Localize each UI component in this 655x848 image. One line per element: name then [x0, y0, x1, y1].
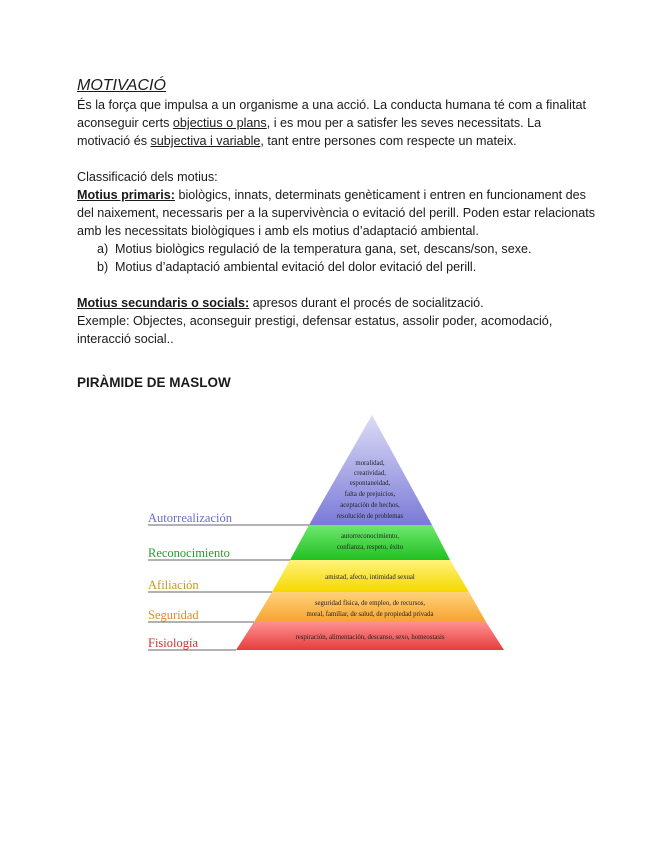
level-text: espontaneidad,	[349, 480, 391, 487]
level-text: confianza, respeto, éxito	[336, 544, 404, 551]
maslow-pyramid	[140, 410, 520, 660]
primary-text: biològics, innats, determinats genèticament i entren en funcionament des del naixement, necessaris per a la supervivència o evitació del perill. Poden estar relacionats amb les necessitats biològiques i amb els motius d’adaptació ambiental.	[77, 188, 596, 238]
level-text: creatividad,	[354, 470, 386, 477]
level-text: amistad, afecto, intimidad sexual	[325, 574, 415, 581]
list-marker: a)	[97, 242, 109, 256]
level-text: seguridad física, de empleo, de recursos,	[314, 600, 426, 607]
document-body	[77, 76, 597, 348]
level-text: falta de prejuicios,	[344, 491, 396, 498]
level-text: respiración, alimentación, descanso, sexo, homeostasis	[295, 634, 445, 641]
list-item	[77, 258, 597, 276]
list-text: Motius biològics regulació de la temperatura gana, set, descans/son, sexe.	[115, 242, 532, 256]
secondary-paragraph	[77, 294, 597, 312]
intro-text-1: És la força que impulsa a un organisme a una acció. La conducta humana té com a finalitat aconseguir certs	[77, 98, 586, 130]
intro-underline-2: subjectiva i variable	[150, 134, 261, 148]
primary-list	[77, 240, 597, 276]
list-marker: b)	[97, 260, 109, 274]
list-item	[77, 240, 597, 258]
secondary-label: Motius secundaris o socials:	[77, 296, 250, 310]
primary-paragraph	[77, 186, 597, 240]
level-label-afiliacion: Afiliación	[148, 578, 199, 592]
level-text: moral, familiar, de salud, de propiedad privada	[306, 611, 434, 618]
level-text: aceptación de hechos,	[340, 502, 400, 509]
intro-text-2: , i es mou per a satisfer les seves necessitats. La motivació és	[77, 116, 542, 148]
level-text: moralidad,	[355, 460, 385, 467]
level-label-seguridad: Seguridad	[148, 608, 199, 622]
classification-line: Classificació dels motius:	[77, 170, 218, 184]
intro-underline-1: objectius o plans	[172, 116, 267, 130]
intro-text-3: , tant entre persones com respecte un mateix.	[260, 134, 517, 148]
pyramid-heading: PIRÀMIDE DE MASLOW	[77, 375, 231, 390]
level-text: resolución de problemas	[336, 513, 404, 520]
page-title: MOTIVACIÓ	[77, 77, 166, 94]
secondary-text: apresos durant el procés de socialització.	[249, 296, 484, 310]
intro-paragraph	[77, 96, 597, 150]
primary-label: Motius primaris:	[77, 188, 175, 202]
level-label-fisiologia: Fisiología	[148, 636, 199, 650]
level-label-reconocimiento: Reconocimiento	[148, 546, 230, 560]
pyramid-level-reconocimiento	[290, 525, 450, 560]
list-text: Motius d’adaptació ambiental evitació del dolor evitació del perill.	[115, 260, 477, 274]
level-text: autorreconocimiento,	[341, 533, 399, 540]
example-paragraph: Exemple: Objectes, aconseguir prestigi, defensar estatus, assolir poder, acomodació, interacció social..	[77, 314, 553, 346]
level-label-autorrealizacion: Autorrealización	[148, 511, 232, 525]
